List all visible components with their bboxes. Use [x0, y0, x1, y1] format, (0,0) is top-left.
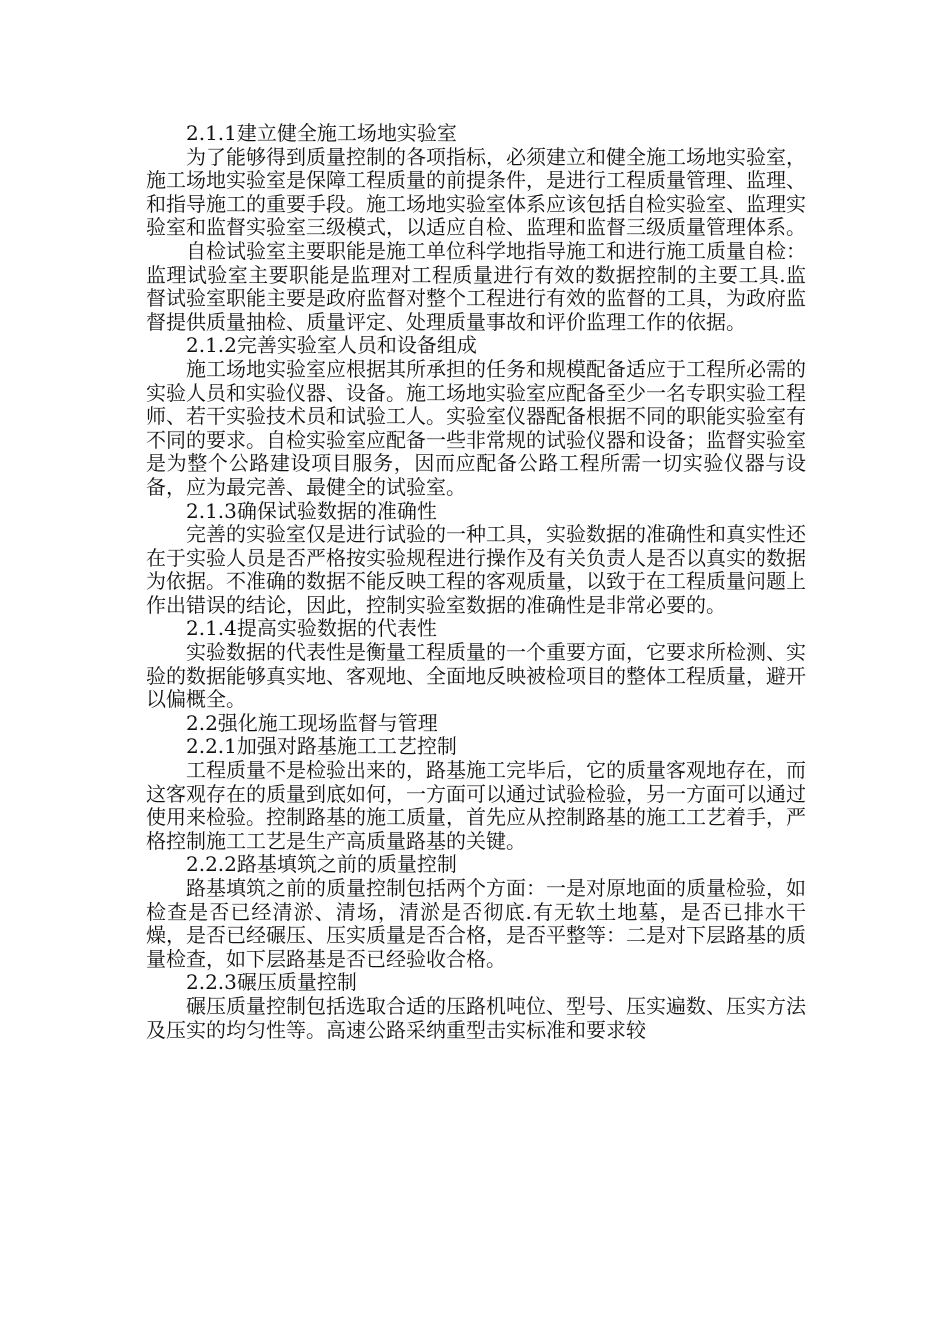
section-heading-2-1-2: 2.1.2完善实验室人员和设备组成 — [186, 333, 477, 358]
section-heading-2-1-4: 2.1.4提高实验数据的代表性 — [186, 616, 437, 641]
section-heading-2-2: 2.2强化施工现场监督与管理 — [186, 710, 438, 735]
section-heading-2-1-3: 2.1.3确保试验数据的准确性 — [186, 498, 437, 523]
paragraph-compaction-control: 碾压质量控制包括选取合适的压路机吨位、型号、压实遍数、压实方法及压实的均匀性等。高速公路采纳重型击实标准和要求较 — [146, 993, 806, 1042]
paragraph-process-control: 工程质量不是检验出来的，路基施工完毕后，它的质量客观地存在，而这客观存在的质量到底如何，一方面可以通过试验检验，另一方面可以通过使用来检验。控制路基的施工质量，首先应从控制路基的施工工艺着手，严格控制施工工艺是生产高质量路基的关键。 — [146, 758, 806, 853]
paragraph-data-accuracy: 完善的实验室仅是进行试验的一种工具，实验数据的准确性和真实性还在于实验人员是否严格按实验规程进行操作及有关负责人是否以真实的数据为依据。不准确的数据不能反映工程的客观质量，以致于在工程质量问题上作出错误的结论，因此，控制实验室数据的准确性是非常必要的。 — [146, 522, 806, 617]
document-body — [146, 122, 806, 1042]
section-heading-2-2-3: 2.2.3碾压质量控制 — [186, 970, 357, 995]
paragraph-lab-establishment: 为了能够得到质量控制的各项指标，必须建立和健全施工场地实验室，施工场地实验室是保障工程质量的前提条件，是进行工程质量管理、监理、和指导施工的重要手段。施工场地实验室体系应该包括自检实验室、监理实验室和监督实验室三级模式，以适应自检、监理和监督三级质量管理体系。 — [146, 144, 806, 240]
section-heading-2-1-1: 2.1.1建立健全施工场地实验室 — [186, 121, 457, 145]
section-heading-2-2-1: 2.2.1加强对路基施工工艺控制 — [186, 734, 457, 759]
section-heading-2-2-2: 2.2.2路基填筑之前的质量控制 — [186, 852, 457, 877]
paragraph-lab-functions: 自检试验室主要职能是施工单位科学地指导施工和进行施工质量自检：监理试验室主要职能是监理对工程质量进行有效的数据控制的主要工具.监督试验室职能主要是政府监督对整个工程进行有效的监督的工具，为政府监督提供质量抽检、质量评定、处理质量事故和评价监理工作的依据。 — [146, 238, 806, 334]
paragraph-data-representativeness: 实验数据的代表性是衡量工程质量的一个重要方面，它要求所检测、实验的数据能够真实地、客观地、全面地反映被检项目的整体工程质量，避开以偏概全。 — [146, 640, 806, 712]
paragraph-lab-staffing: 施工场地实验室应根据其所承担的任务和规模配备适应于工程所必需的实验人员和实验仪器、设备。施工场地实验室应配备至少一名专职实验工程师、若干实验技术员和试验工人。实验室仪器配备根据不同的职能实验室有不同的要求。自检实验室应配备一些非常规的试验仪器和设备；监督实验室是为整个公路建设项目服务，因而应配备公路工程所需一切实验仪器与设备，应为最完善、最健全的试验室。 — [146, 356, 806, 499]
paragraph-pre-fill-control: 路基填筑之前的质量控制包括两个方面：一是对原地面的质量检验，如检查是否已经清淤、清场，清淤是否彻底.有无软土地墓，是否已排水干燥，是否已经碾压、压实质量是否合格，是否平整等：二是对下层路基的质量检查，如下层路基是否已经验收合格。 — [146, 876, 806, 971]
